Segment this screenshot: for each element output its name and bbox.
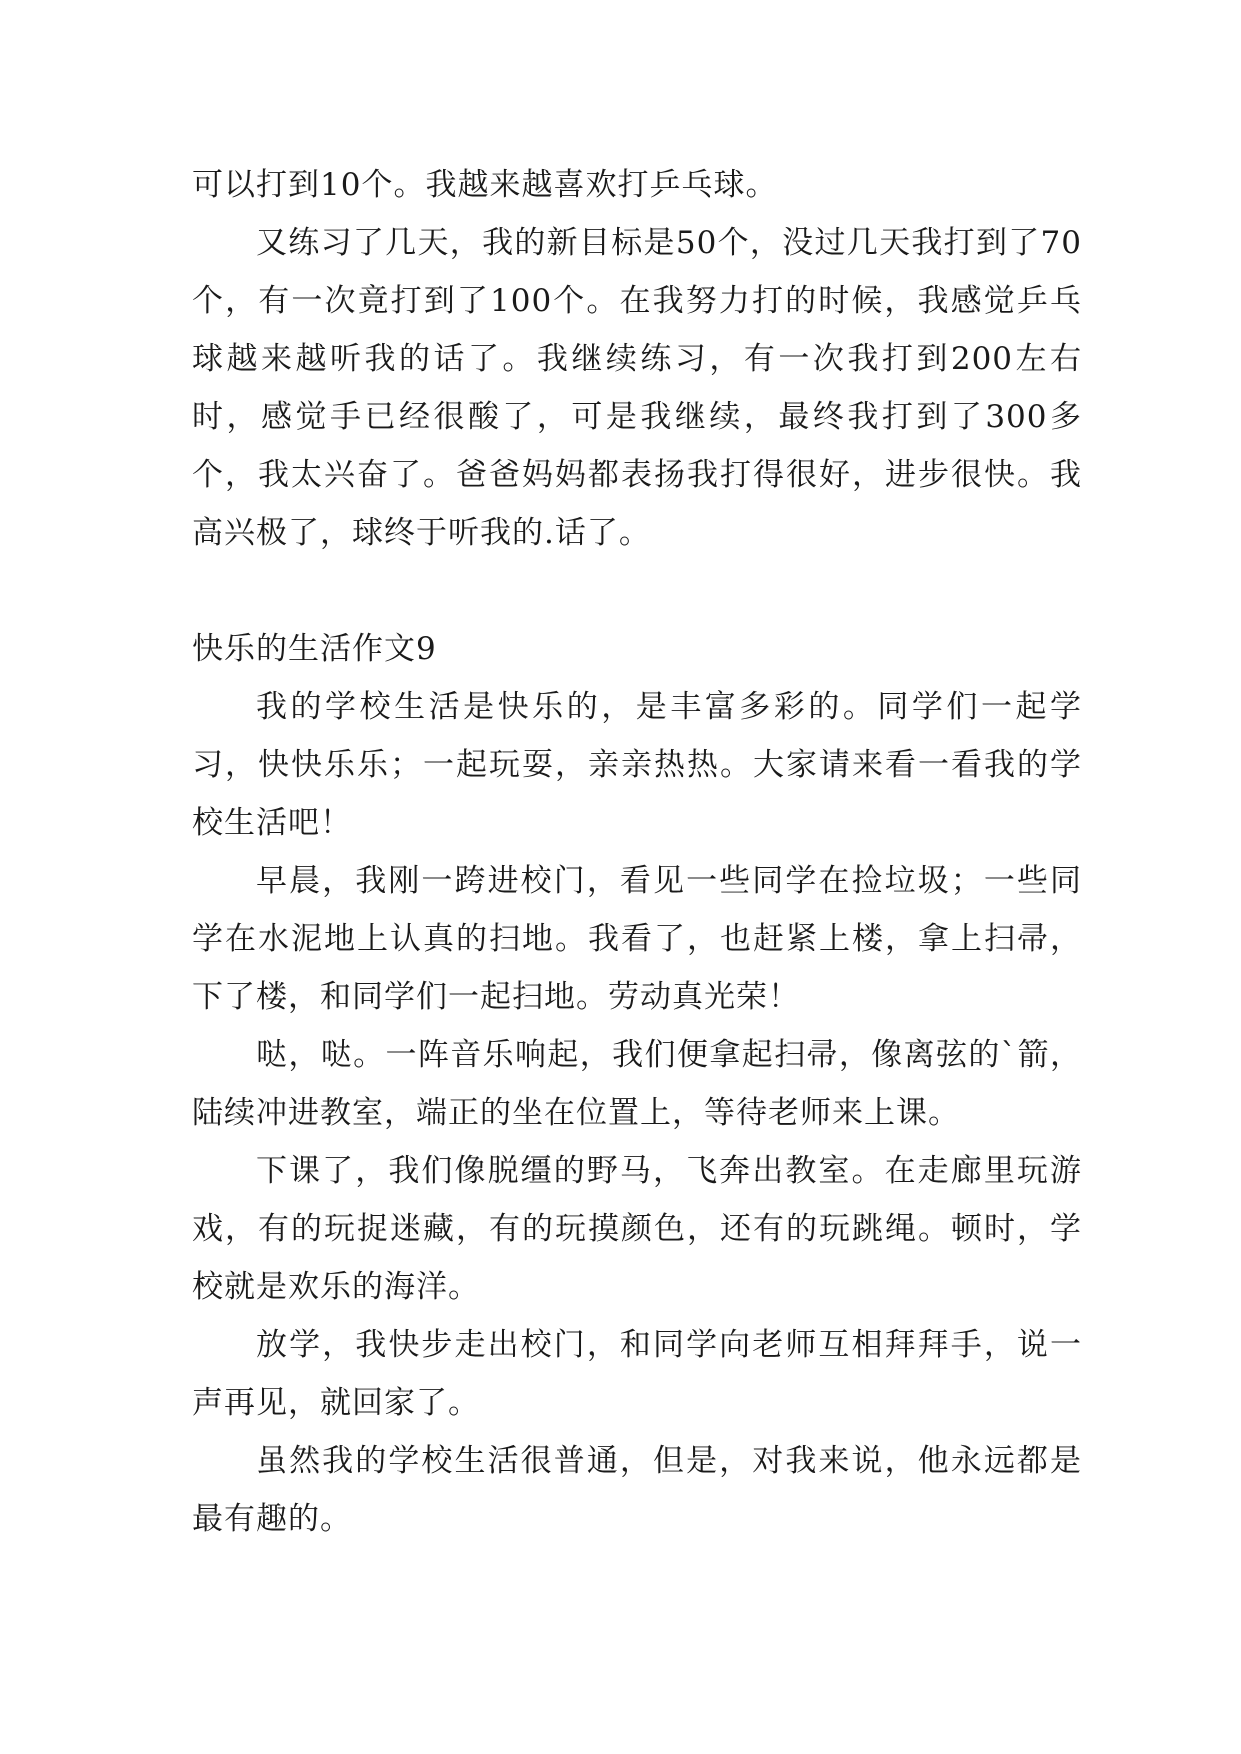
paragraph: 虽然我的学校生活很普通，但是，对我来说，他永远都是最有趣的。 xyxy=(192,1443,1082,1537)
paragraph: 早晨，我刚一跨进校门，看见一些同学在捡垃圾；一些同学在水泥地上认真的扫地。我看了，也赶紧上楼，拿上扫帚，下了楼，和同学们一起扫地。劳动真光荣！ xyxy=(192,863,1082,1015)
section-title: 快乐的生活作文9 xyxy=(192,631,437,667)
document-body xyxy=(192,156,1082,1548)
paragraph: 放学，我快步走出校门，和同学向老师互相拜拜手，说一声再见，就回家了。 xyxy=(192,1327,1082,1421)
paragraph: 可以打到10个。我越来越喜欢打乒乓球。 xyxy=(192,167,778,203)
paragraph: 哒，哒。一阵音乐响起，我们便拿起扫帚，像离弦的`箭，陆续冲进教室，端正的坐在位置上，等待老师来上课。 xyxy=(192,1037,1082,1131)
paragraph: 我的学校生活是快乐的，是丰富多彩的。同学们一起学习，快快乐乐；一起玩耍，亲亲热热。大家请来看一看我的学校生活吧！ xyxy=(192,689,1082,841)
paragraph: 又练习了几天，我的新目标是50个，没过几天我打到了70个，有一次竟打到了100个。在我努力打的时候，我感觉乒乓球越来越听我的话了。我继续练习，有一次我打到200左右时，感觉手已经很酸了，可是我继续，最终我打到了300多个，我太兴奋了。爸爸妈妈都表扬我打得很好，进步很快。我高兴极了，球终于听我的.话了。 xyxy=(192,225,1082,551)
paragraph: 下课了，我们像脱缰的野马，飞奔出教室。在走廊里玩游戏，有的玩捉迷藏，有的玩摸颜色，还有的玩跳绳。顿时，学校就是欢乐的海洋。 xyxy=(192,1153,1082,1305)
